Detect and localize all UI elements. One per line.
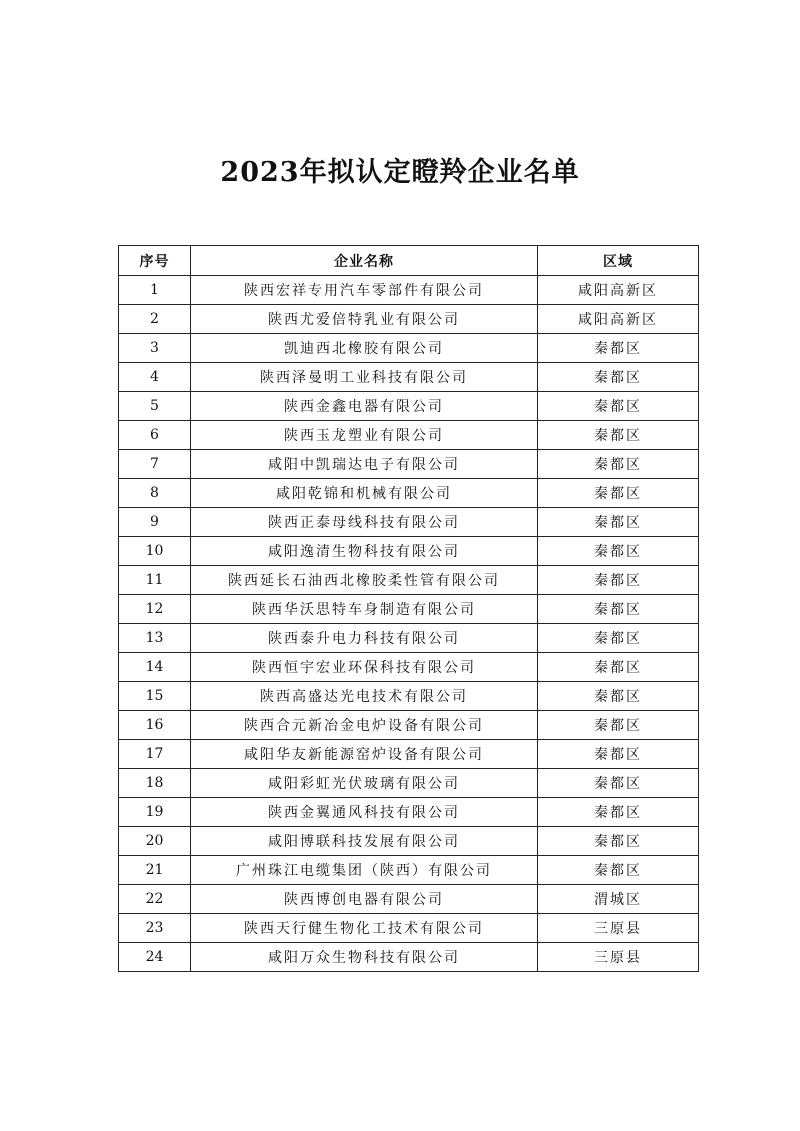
table-row xyxy=(119,914,699,943)
cell-name: 陕西天行健生物化工技术有限公司 xyxy=(191,914,538,943)
cell-region: 秦都区 xyxy=(538,566,699,595)
table-row xyxy=(119,566,699,595)
table-row xyxy=(119,653,699,682)
cell-region: 秦都区 xyxy=(538,856,699,885)
cell-name: 陕西金鑫电器有限公司 xyxy=(191,392,538,421)
cell-name: 陕西正泰母线科技有限公司 xyxy=(191,508,538,537)
cell-seq: 2 xyxy=(119,305,191,334)
table-row xyxy=(119,421,699,450)
cell-region: 秦都区 xyxy=(538,595,699,624)
cell-name: 陕西尤爱倍特乳业有限公司 xyxy=(191,305,538,334)
cell-name: 陕西华沃思特车身制造有限公司 xyxy=(191,595,538,624)
cell-seq: 3 xyxy=(119,334,191,363)
cell-seq: 9 xyxy=(119,508,191,537)
cell-name: 凯迪西北橡胶有限公司 xyxy=(191,334,538,363)
cell-seq: 1 xyxy=(119,276,191,305)
cell-name: 陕西恒宇宏业环保科技有限公司 xyxy=(191,653,538,682)
cell-seq: 20 xyxy=(119,827,191,856)
cell-region: 三原县 xyxy=(538,943,699,972)
header-seq: 序号 xyxy=(119,246,191,276)
cell-seq: 10 xyxy=(119,537,191,566)
cell-seq: 12 xyxy=(119,595,191,624)
cell-name: 陕西高盛达光电技术有限公司 xyxy=(191,682,538,711)
table-row xyxy=(119,682,699,711)
table-row xyxy=(119,450,699,479)
table-row xyxy=(119,595,699,624)
table-body xyxy=(119,276,699,972)
table-row xyxy=(119,363,699,392)
table-header xyxy=(119,246,699,276)
cell-seq: 13 xyxy=(119,624,191,653)
cell-region: 秦都区 xyxy=(538,624,699,653)
cell-name: 广州珠江电缆集团（陕西）有限公司 xyxy=(191,856,538,885)
cell-region: 秦都区 xyxy=(538,508,699,537)
page-title: 2023年拟认定瞪羚企业名单 xyxy=(220,157,580,188)
cell-region: 秦都区 xyxy=(538,769,699,798)
table-row xyxy=(119,508,699,537)
table-row xyxy=(119,624,699,653)
table-row xyxy=(119,769,699,798)
cell-name: 陕西延长石油西北橡胶柔性管有限公司 xyxy=(191,566,538,595)
cell-region: 秦都区 xyxy=(538,334,699,363)
table-row xyxy=(119,392,699,421)
table-row xyxy=(119,885,699,914)
cell-region: 秦都区 xyxy=(538,653,699,682)
cell-name: 陕西泽曼明工业科技有限公司 xyxy=(191,363,538,392)
cell-seq: 24 xyxy=(119,943,191,972)
cell-region: 秦都区 xyxy=(538,392,699,421)
cell-seq: 15 xyxy=(119,682,191,711)
cell-seq: 8 xyxy=(119,479,191,508)
cell-name: 咸阳中凯瑞达电子有限公司 xyxy=(191,450,538,479)
cell-seq: 17 xyxy=(119,740,191,769)
cell-region: 咸阳高新区 xyxy=(538,276,699,305)
cell-seq: 5 xyxy=(119,392,191,421)
cell-name: 陕西合元新冶金电炉设备有限公司 xyxy=(191,711,538,740)
cell-region: 秦都区 xyxy=(538,421,699,450)
table-row xyxy=(119,798,699,827)
cell-region: 秦都区 xyxy=(538,798,699,827)
cell-region: 秦都区 xyxy=(538,363,699,392)
cell-seq: 14 xyxy=(119,653,191,682)
cell-seq: 23 xyxy=(119,914,191,943)
cell-seq: 16 xyxy=(119,711,191,740)
cell-region: 三原县 xyxy=(538,914,699,943)
cell-seq: 21 xyxy=(119,856,191,885)
cell-seq: 22 xyxy=(119,885,191,914)
cell-name: 陕西宏祥专用汽车零部件有限公司 xyxy=(191,276,538,305)
cell-region: 秦都区 xyxy=(538,711,699,740)
cell-region: 渭城区 xyxy=(538,885,699,914)
cell-region: 秦都区 xyxy=(538,537,699,566)
table-row xyxy=(119,711,699,740)
table-row xyxy=(119,479,699,508)
table-row xyxy=(119,334,699,363)
table-row xyxy=(119,305,699,334)
cell-region: 秦都区 xyxy=(538,827,699,856)
cell-name: 咸阳万众生物科技有限公司 xyxy=(191,943,538,972)
cell-name: 陕西金翼通风科技有限公司 xyxy=(191,798,538,827)
cell-name: 咸阳华友新能源窑炉设备有限公司 xyxy=(191,740,538,769)
cell-seq: 6 xyxy=(119,421,191,450)
header-row xyxy=(119,246,699,276)
cell-seq: 11 xyxy=(119,566,191,595)
table-row xyxy=(119,827,699,856)
cell-region: 秦都区 xyxy=(538,479,699,508)
cell-region: 秦都区 xyxy=(538,682,699,711)
cell-seq: 18 xyxy=(119,769,191,798)
cell-name: 陕西玉龙塑业有限公司 xyxy=(191,421,538,450)
cell-name: 咸阳博联科技发展有限公司 xyxy=(191,827,538,856)
cell-seq: 7 xyxy=(119,450,191,479)
cell-region: 秦都区 xyxy=(538,450,699,479)
table-row xyxy=(119,856,699,885)
table-row xyxy=(119,740,699,769)
table-row xyxy=(119,943,699,972)
table-row xyxy=(119,537,699,566)
cell-seq: 19 xyxy=(119,798,191,827)
cell-name: 咸阳逸清生物科技有限公司 xyxy=(191,537,538,566)
table-row xyxy=(119,276,699,305)
header-region: 区域 xyxy=(538,246,699,276)
cell-region: 秦都区 xyxy=(538,740,699,769)
cell-name: 陕西泰升电力科技有限公司 xyxy=(191,624,538,653)
cell-name: 咸阳乾锦和机械有限公司 xyxy=(191,479,538,508)
header-name: 企业名称 xyxy=(191,246,538,276)
cell-seq: 4 xyxy=(119,363,191,392)
cell-name: 咸阳彩虹光伏玻璃有限公司 xyxy=(191,769,538,798)
enterprise-table xyxy=(118,245,699,972)
cell-name: 陕西博创电器有限公司 xyxy=(191,885,538,914)
cell-region: 咸阳高新区 xyxy=(538,305,699,334)
